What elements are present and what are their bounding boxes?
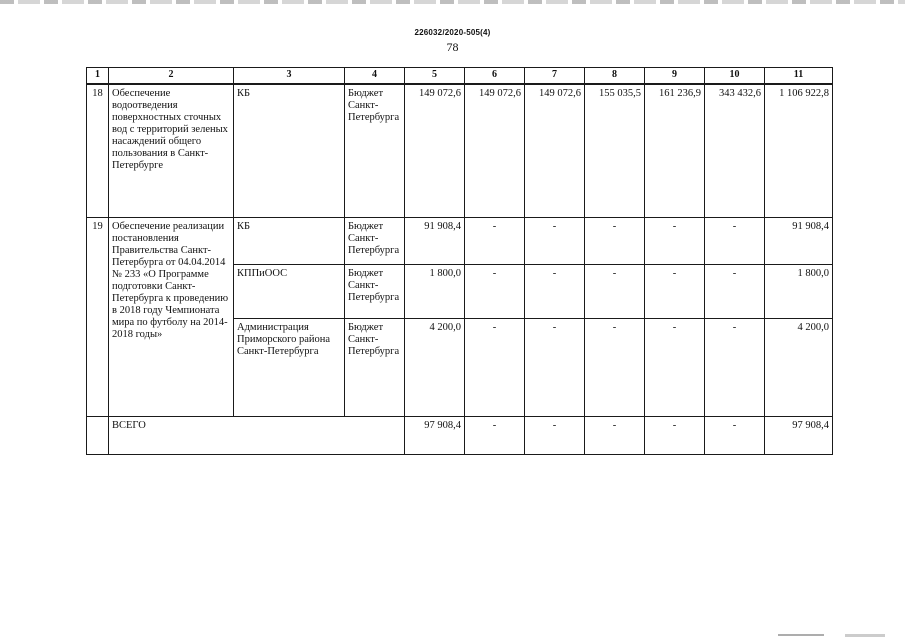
value-cell: 155 035,5 [585, 84, 645, 217]
value-cell: - [465, 416, 525, 454]
value-cell: - [585, 318, 645, 416]
value-cell: - [705, 264, 765, 318]
value-cell: 4 200,0 [405, 318, 465, 416]
scan-artifact-top [0, 0, 905, 4]
row-name: Обеспечение реализации постановления Правительства Санкт-Петербурга от 04.04.2014 № 233 «О Программе подготовки Санкт-Петербурга к проведению в 2018 году Чемпионата мира по футболу на 2014-2018 годы» [109, 217, 234, 416]
value-cell: 161 236,9 [645, 84, 705, 217]
header-cell: 2 [109, 68, 234, 85]
value-cell: 1 800,0 [765, 264, 833, 318]
document-code: 226032/2020-505(4) [414, 28, 491, 37]
page-number: 78 [446, 40, 459, 54]
header-cell: 1 [87, 68, 109, 85]
value-cell: - [465, 217, 525, 264]
header-row [87, 68, 833, 85]
header-cell: 9 [645, 68, 705, 85]
source-cell: Бюджет Санкт-Петербурга [345, 318, 405, 416]
value-cell: - [465, 318, 525, 416]
header-cell: 5 [405, 68, 465, 85]
table-row [87, 84, 833, 217]
value-cell: 97 908,4 [405, 416, 465, 454]
value-cell: - [525, 264, 585, 318]
value-cell: - [645, 416, 705, 454]
value-cell: - [525, 217, 585, 264]
value-cell: 1 106 922,8 [765, 84, 833, 217]
source-cell: Бюджет Санкт-Петербурга [345, 84, 405, 217]
value-cell: 343 432,6 [705, 84, 765, 217]
header-cell: 11 [765, 68, 833, 85]
value-cell: - [645, 217, 705, 264]
header-cell: 4 [345, 68, 405, 85]
value-cell: 149 072,6 [525, 84, 585, 217]
value-cell: - [525, 318, 585, 416]
value-cell: 149 072,6 [405, 84, 465, 217]
total-empty-cell [87, 416, 109, 454]
row-number: 19 [87, 217, 109, 416]
table-row [87, 217, 833, 264]
scan-artifact-bottom [845, 634, 885, 637]
source-cell: Бюджет Санкт-Петербурга [345, 217, 405, 264]
header-cell: 6 [465, 68, 525, 85]
value-cell: - [705, 217, 765, 264]
header-cell: 8 [585, 68, 645, 85]
value-cell: 97 908,4 [765, 416, 833, 454]
total-label: ВСЕГО [109, 416, 405, 454]
value-cell: - [585, 217, 645, 264]
value-cell: 4 200,0 [765, 318, 833, 416]
value-cell: - [705, 318, 765, 416]
scan-artifact-bottom [778, 634, 824, 636]
value-cell: - [585, 416, 645, 454]
value-cell: 91 908,4 [405, 217, 465, 264]
row-number: 18 [87, 84, 109, 217]
value-cell: 91 908,4 [765, 217, 833, 264]
total-row [87, 416, 833, 454]
value-cell: 149 072,6 [465, 84, 525, 217]
header-cell: 3 [234, 68, 345, 85]
executor-cell: КППиООС [234, 264, 345, 318]
value-cell: - [705, 416, 765, 454]
value-cell: - [645, 318, 705, 416]
budget-table [86, 67, 833, 455]
header-cell: 7 [525, 68, 585, 85]
value-cell: - [465, 264, 525, 318]
value-cell: - [585, 264, 645, 318]
value-cell: 1 800,0 [405, 264, 465, 318]
value-cell: - [525, 416, 585, 454]
row-name: Обеспечение водоотведения поверхностных сточных вод с территорий зеленых насаждений общего пользования в Санкт-Петербурге [109, 84, 234, 217]
value-cell: - [645, 264, 705, 318]
executor-cell: КБ [234, 217, 345, 264]
executor-cell: Администрация Приморского района Санкт-Петербурга [234, 318, 345, 416]
executor-cell: КБ [234, 84, 345, 217]
header-cell: 10 [705, 68, 765, 85]
source-cell: Бюджет Санкт-Петербурга [345, 264, 405, 318]
